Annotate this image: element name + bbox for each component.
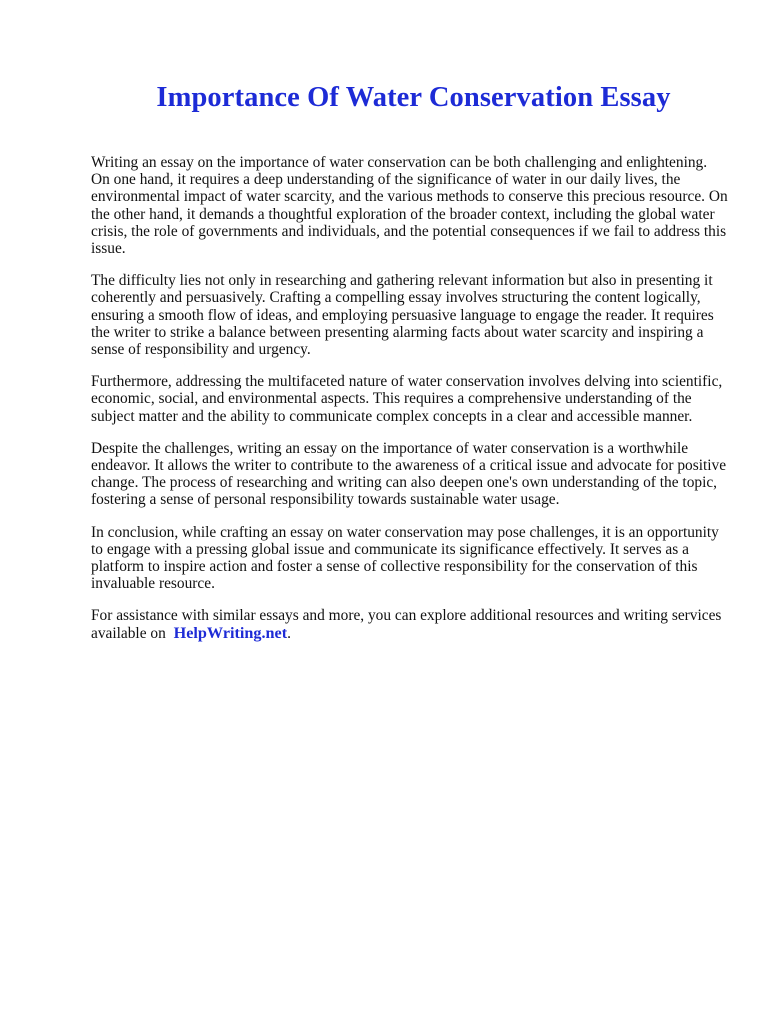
paragraph-4: Despite the challenges, writing an essay on the importance of water conservation is a worthwhile endeavor. It allows the writer to contribute to the awareness of a critical issue and advocate for positive change. The process of researching and writing can also deepen one's own understanding of the topic, fostering a sense of personal responsibility towards sustainable water usage. xyxy=(91,439,727,509)
helpwriting-link[interactable]: HelpWriting.net xyxy=(173,623,288,642)
paragraph-3: Furthermore, addressing the multifaceted nature of water conservation involves delving into scientific, economic, social, and environmental aspects. This requires a comprehensive understanding of the subject matter and the ability to communicate complex concepts in a clear and accessible manner. xyxy=(91,373,723,425)
paragraph-1: Writing an essay on the importance of water conservation can be both challenging and enlightening. On one hand, it requires a deep understanding of the significance of water in our daily lives, the environmental impact of water scarcity, and the various methods to conserve this precious resource. On the other hand, it demands a thoughtful exploration of the broader context, including the global water crisis, the role of governments and individuals, and the potential consequences if we fail to address this issue. xyxy=(91,154,728,258)
closing-paragraph xyxy=(91,607,728,641)
paragraph-2: The difficulty lies not only in researching and gathering relevant information but also in presenting it coherently and persuasively. Crafting a compelling essay involves structuring the content logically, ensuring a smooth flow of ideas, and employing persuasive language to engage the reader. It requires the writer to strike a balance between presenting alarming facts about water scarcity and inspiring a sense of responsibility and urgency. xyxy=(91,272,714,359)
closing-period: . xyxy=(287,624,291,642)
document-title: Importance Of Water Conservation Essay xyxy=(156,82,671,113)
closing-text: For assistance with similar essays and more, you can explore additional resources and writing services available on xyxy=(91,607,722,642)
paragraph-5: In conclusion, while crafting an essay on water conservation may pose challenges, it is an opportunity to engage with a pressing global issue and communicate its significance effectively. It serves as a platform to inspire action and foster a sense of collective responsibility for the conservation of this invaluable resource. xyxy=(91,523,719,593)
